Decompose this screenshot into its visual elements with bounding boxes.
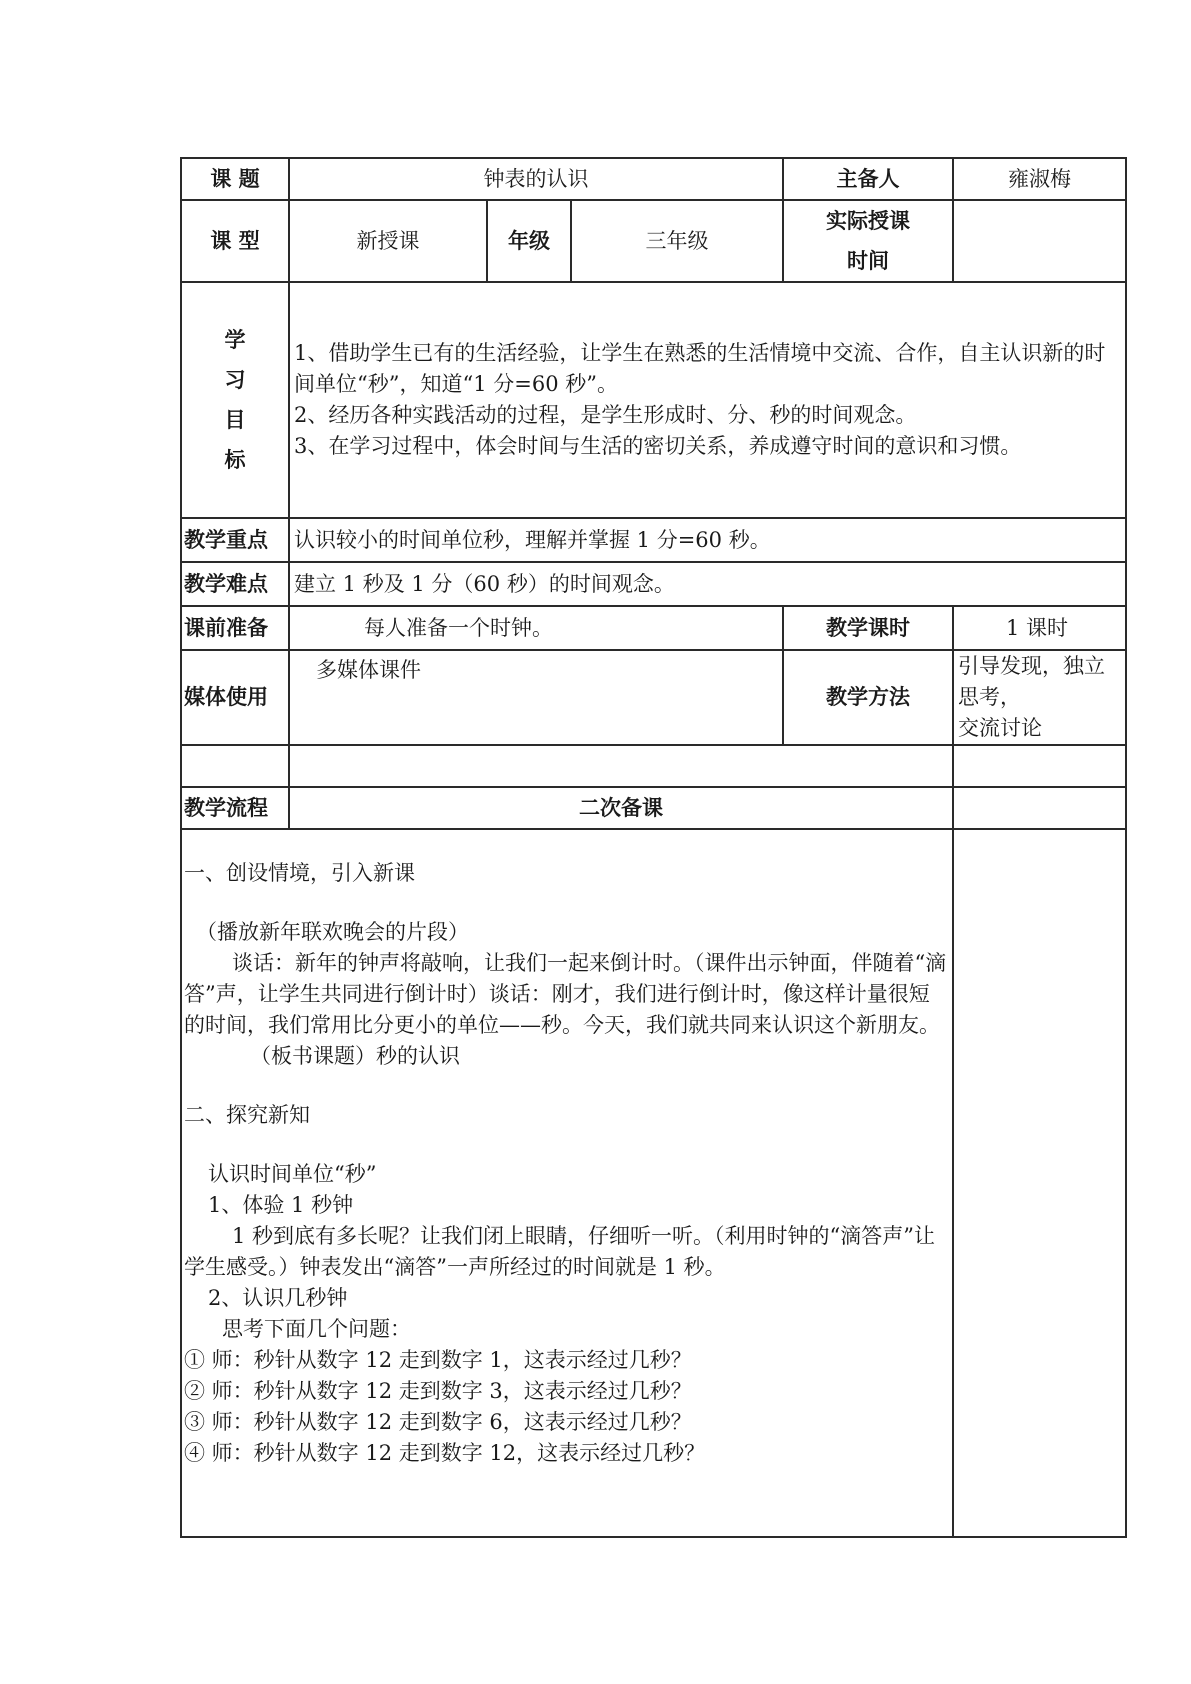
preparer-value: 雍淑梅 [953, 158, 1126, 200]
key-point-row [181, 518, 1126, 562]
flow-content-row [181, 829, 1126, 1537]
media-value: 多媒体课件 [289, 650, 783, 745]
preparation-row [181, 606, 1126, 650]
s2-paragraph-1: 认识时间单位“秒” [208, 1162, 377, 1186]
difficulty-row [181, 562, 1126, 606]
lesson-plan-table [180, 157, 1127, 1538]
blank-cell-2 [289, 745, 953, 787]
grade-label: 年级 [487, 200, 571, 282]
s2-paragraph-2: 1、体验 1 秒钟 [208, 1193, 354, 1217]
question-3: ③ 师：秒针从数字 12 走到数字 6，这表示经过几秒？ [184, 1410, 692, 1434]
goals-content [289, 282, 1126, 518]
preparer-label: 主备人 [783, 158, 953, 200]
blank-cell-1 [181, 745, 289, 787]
flow-label: 教学流程 [181, 787, 289, 829]
s1-paragraph-3: （板书课题）秒的认识 [250, 1044, 460, 1068]
second-prep-notes-cell [953, 829, 1126, 1537]
key-point-label: 教学重点 [181, 518, 289, 562]
type-label: 课 型 [181, 200, 289, 282]
goals-label [181, 282, 289, 518]
second-prep-label: 二次备课 [289, 787, 953, 829]
topic-label: 课 题 [181, 158, 289, 200]
goal-item-3: 3、在学习过程中，体会时间与生活的密切关系，养成遵守时间的意识和习惯。 [294, 434, 1022, 458]
preparation-label: 课前准备 [181, 606, 289, 650]
actual-time-label [783, 200, 953, 282]
goals-label-char-2: 习 [224, 368, 246, 392]
topic-row [181, 158, 1126, 200]
section2-title: 二、探究新知 [184, 1103, 310, 1127]
goal-item-2: 2、经历各种实践活动的过程，是学生形成时、分、秒的时间观念。 [294, 403, 917, 427]
actual-time-label-line2: 时间 [847, 249, 890, 273]
second-prep-side-cell [953, 787, 1126, 829]
goals-row [181, 282, 1126, 518]
method-value-line1: 引导发现，独立思考， [958, 654, 1106, 709]
method-value-line2: 交流讨论 [958, 716, 1043, 740]
media-row [181, 650, 1126, 745]
preparation-value: 每人准备一个时钟。 [289, 606, 783, 650]
flow-content [181, 829, 953, 1537]
s1-paragraph-2: 谈话：新年的钟声将敲响，让我们一起来倒计时。（课件出示钟面，伴随着“滴答”声，让学生共同进行倒计时）谈话：刚才，我们进行倒计时，像这样计量很短的时间，我们常用比分更小的单位——秒。今天，我们就共同来认识这个新朋友。 [184, 951, 947, 1037]
s1-paragraph-1: （播放新年联欢晚会的片段） [196, 920, 469, 944]
topic-value: 钟表的认识 [289, 158, 783, 200]
media-label: 媒体使用 [181, 650, 289, 745]
question-1: ① 师：秒针从数字 12 走到数字 1，这表示经过几秒？ [184, 1348, 692, 1372]
s2-paragraph-5: 思考下面几个问题： [222, 1317, 411, 1341]
question-2: ② 师：秒针从数字 12 走到数字 3，这表示经过几秒？ [184, 1379, 692, 1403]
difficulty-label: 教学难点 [181, 562, 289, 606]
goal-item-1: 1、借助学生已有的生活经验，让学生在熟悉的生活情境中交流、合作，自主认识新的时间单位“秒”，知道“1 分=60 秒”。 [294, 341, 1106, 396]
flow-header-row [181, 787, 1126, 829]
grade-value: 三年级 [571, 200, 783, 282]
section1-title: 一、创设情境，引入新课 [184, 861, 415, 885]
question-4: ④ 师：秒针从数字 12 走到数字 12，这表示经过几秒？ [184, 1441, 706, 1465]
goals-label-char-1: 学 [224, 328, 246, 352]
type-row [181, 200, 1126, 282]
method-value [953, 650, 1126, 745]
actual-time-value [953, 200, 1126, 282]
difficulty-value: 建立 1 秒及 1 分（60 秒）的时间观念。 [289, 562, 1126, 606]
blank-row [181, 745, 1126, 787]
s2-paragraph-3: 1 秒到底有多长呢？让我们闭上眼睛，仔细听一听。（利用时钟的“滴答声”让学生感受。）钟表发出“滴答”一声所经过的时间就是 1 秒。 [184, 1224, 936, 1279]
blank-cell-3 [953, 745, 1126, 787]
key-point-value: 认识较小的时间单位秒，理解并掌握 1 分=60 秒。 [289, 518, 1126, 562]
goals-label-char-4: 标 [224, 448, 246, 472]
method-label: 教学方法 [783, 650, 953, 745]
actual-time-label-line1: 实际授课 [826, 209, 911, 233]
hours-value: 1 课时 [953, 606, 1126, 650]
goals-label-char-3: 目 [224, 408, 246, 432]
hours-label: 教学课时 [783, 606, 953, 650]
s2-paragraph-4: 2、认识几秒钟 [208, 1286, 348, 1310]
type-value: 新授课 [289, 200, 487, 282]
